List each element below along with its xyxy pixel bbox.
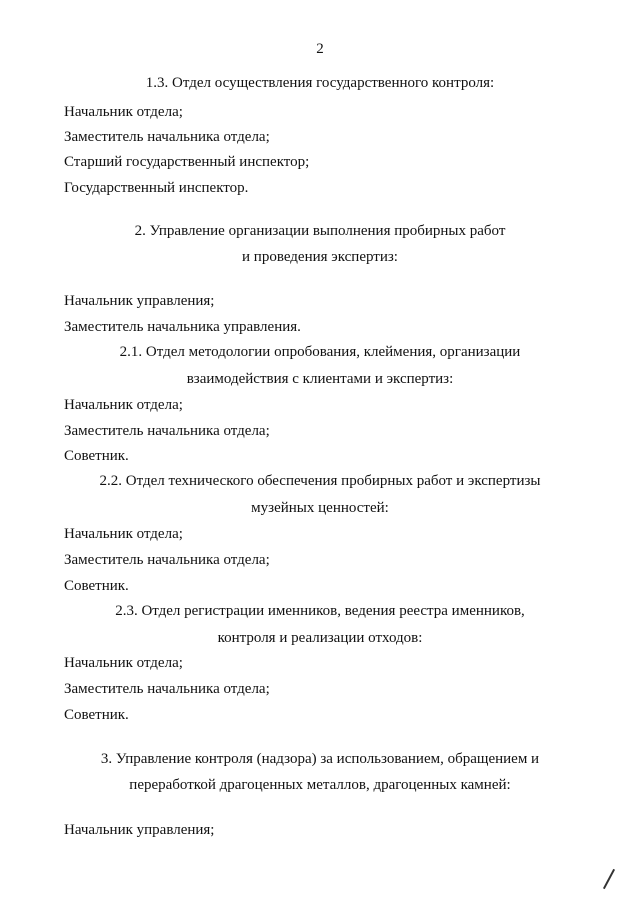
list-item: Заместитель начальника отдела;	[64, 129, 270, 145]
section-2-title-line1: 2. Управление организации выполнения пробирных работ	[134, 223, 506, 239]
section-2-1-title-line2: взаимодействия с клиентами и экспертиз:	[186, 371, 454, 387]
section-2-title-line2: и проведения экспертиз:	[242, 249, 398, 265]
list-item: Начальник отдела;	[64, 104, 183, 120]
section-1-3-title: 1.3. Отдел осуществления государственного контроля:	[145, 75, 495, 91]
list-item: Начальник отдела;	[64, 655, 183, 671]
list-item: Заместитель начальника управления.	[64, 319, 301, 335]
list-item: Государственный инспектор.	[64, 180, 249, 196]
section-2-2-title-line1: 2.2. Отдел технического обеспечения пробирных работ и экспертизы	[99, 473, 541, 489]
section-2-2-title-line2: музейных ценностей:	[251, 500, 389, 516]
list-item: Начальник отдела;	[64, 526, 183, 542]
section-3-title-line1: 3. Управление контроля (надзора) за использованием, обращением и	[100, 751, 540, 767]
section-3-title-line2: переработкой драгоценных металлов, драгоценных камней:	[129, 777, 511, 793]
list-item: Советник.	[64, 707, 129, 723]
section-2-3-title-line1: 2.3. Отдел регистрации именников, ведения реестра именников,	[115, 603, 525, 619]
list-item: Начальник управления;	[64, 293, 215, 309]
page-number: 2	[316, 41, 324, 57]
list-item: Советник.	[64, 578, 129, 594]
section-2-3-title-line2: контроля и реализации отходов:	[217, 630, 423, 646]
list-item: Начальник отдела;	[64, 397, 183, 413]
list-item: Заместитель начальника отдела;	[64, 423, 270, 439]
pen-mark	[603, 869, 615, 889]
section-2-1-title-line1: 2.1. Отдел методологии опробования, клеймения, организации	[119, 344, 521, 360]
list-item: Начальник управления;	[64, 822, 215, 838]
list-item: Заместитель начальника отдела;	[64, 552, 270, 568]
list-item: Старший государственный инспектор;	[64, 154, 310, 170]
list-item: Советник.	[64, 448, 129, 464]
list-item: Заместитель начальника отдела;	[64, 681, 270, 697]
